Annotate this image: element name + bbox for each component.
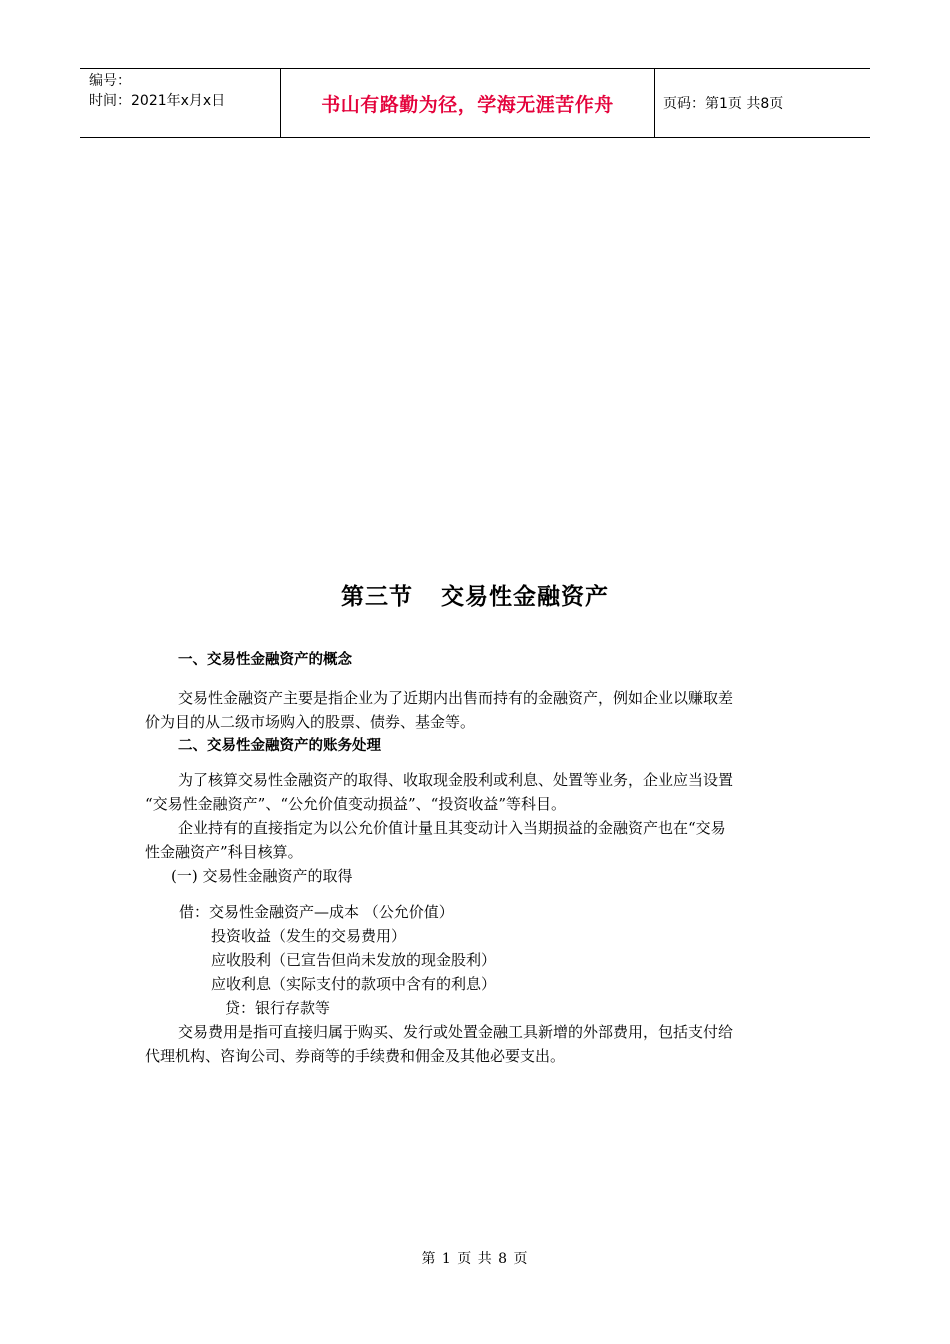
header-motto: 书山有路勤为径，学海无涯苦作舟 xyxy=(281,69,655,137)
title-section-number: 第三节 xyxy=(341,584,413,610)
document-time-label: 时间：2021年x月x日 xyxy=(89,93,226,109)
paragraph-line: “交易性金融资产”、“公允价值变动损益”、“投资收益”等科目。 xyxy=(145,795,567,813)
title-section-name: 交易性金融资产 xyxy=(441,584,609,610)
header-table xyxy=(80,68,870,138)
subsection-heading: (一) 交易性金融资产的取得 xyxy=(171,867,353,885)
journal-entry-debit: 借：交易性金融资产—成本 （公允价值） xyxy=(179,903,454,921)
paragraph-line: 价为目的从二级市场购入的股票、债券、基金等。 xyxy=(145,713,476,731)
paragraph-line: 性金融资产”科目核算。 xyxy=(145,843,303,861)
journal-entry-line: 应收股利（已宣告但尚未发放的现金股利） xyxy=(211,951,497,969)
journal-entry-line: 投资收益（发生的交易费用） xyxy=(211,927,407,945)
paragraph-line: 企业持有的直接指定为以公允价值计量且其变动计入当期损益的金融资产也在“交易 xyxy=(178,819,726,837)
section-heading-2: 二、交易性金融资产的账务处理 xyxy=(178,738,381,754)
paragraph-line: 交易性金融资产主要是指企业为了近期内出售而持有的金融资产，例如企业以赚取差 xyxy=(178,689,734,707)
header-page-info: 页码：第1页 共8页 xyxy=(663,96,784,112)
document-body xyxy=(145,648,810,1068)
paragraph-line: 交易费用是指可直接归属于购买、发行或处置金融工具新增的外部费用，包括支付给 xyxy=(178,1023,734,1041)
document-number-label: 编号： xyxy=(89,73,131,89)
section-heading-1: 一、交易性金融资产的概念 xyxy=(178,652,352,668)
journal-entry-credit: 贷：银行存款等 xyxy=(225,999,331,1017)
page-footer: 第 1 页 共 8 页 xyxy=(421,1251,529,1267)
paragraph-line: 代理机构、咨询公司、券商等的手续费和佣金及其他必要支出。 xyxy=(145,1047,566,1065)
paragraph-line: 为了核算交易性金融资产的取得、收取现金股利或利息、处置等业务，企业应当设置 xyxy=(178,771,734,789)
journal-entry-line: 应收利息（实际支付的款项中含有的利息） xyxy=(211,975,497,993)
page-title xyxy=(0,578,950,611)
header-left-cell xyxy=(80,69,281,137)
